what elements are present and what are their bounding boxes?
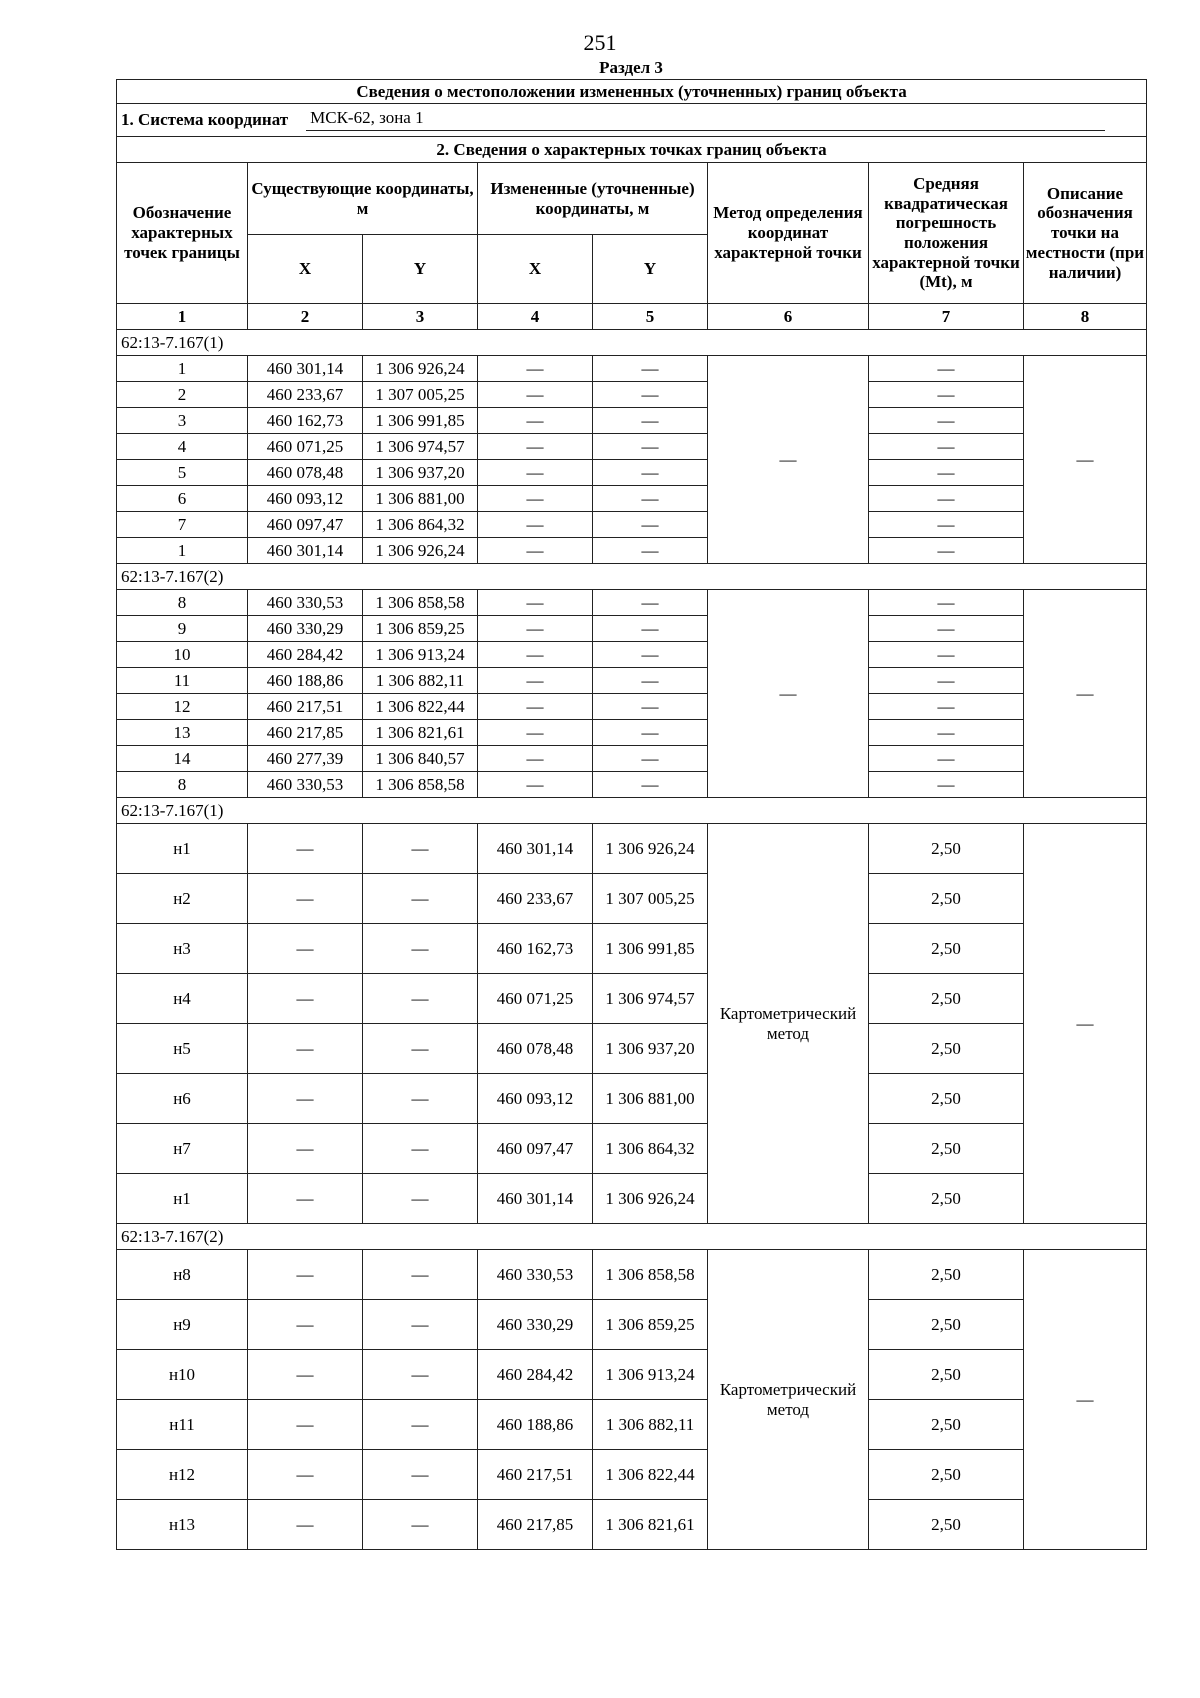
column-number: 1: [117, 304, 248, 330]
existing-y: 1 306 991,85: [363, 408, 478, 434]
column-number: 6: [708, 304, 869, 330]
existing-x: 460 162,73: [248, 408, 363, 434]
table-row: [117, 772, 1147, 798]
changed-x: —: [478, 512, 593, 538]
changed-y: —: [593, 746, 708, 772]
description-cell: —: [1024, 1250, 1147, 1550]
changed-x: —: [478, 538, 593, 564]
existing-x: —: [248, 1074, 363, 1124]
changed-x: —: [478, 720, 593, 746]
existing-y: —: [363, 874, 478, 924]
changed-x: —: [478, 382, 593, 408]
table-row: [117, 694, 1147, 720]
changed-y: —: [593, 694, 708, 720]
existing-x: 460 078,48: [248, 460, 363, 486]
method-cell: —: [708, 356, 869, 564]
header-changed: Измененные (уточненные) координаты, м: [478, 163, 708, 235]
changed-x: —: [478, 408, 593, 434]
existing-y: 1 306 926,24: [363, 356, 478, 382]
error-value: —: [869, 694, 1024, 720]
error-value: —: [869, 746, 1024, 772]
existing-y: —: [363, 1450, 478, 1500]
table-row: [117, 382, 1147, 408]
column-number: 8: [1024, 304, 1147, 330]
error-value: 2,50: [869, 1124, 1024, 1174]
table-row: [117, 746, 1147, 772]
error-value: 2,50: [869, 924, 1024, 974]
existing-x: —: [248, 1400, 363, 1450]
error-value: 2,50: [869, 1250, 1024, 1300]
existing-y: 1 306 858,58: [363, 590, 478, 616]
table-row: [117, 1124, 1147, 1174]
changed-y: 1 306 882,11: [593, 1400, 708, 1450]
existing-x: —: [248, 1174, 363, 1224]
existing-x: 460 071,25: [248, 434, 363, 460]
point-designation: н12: [117, 1450, 248, 1500]
table-row: [117, 1400, 1147, 1450]
table-row: [117, 512, 1147, 538]
existing-x: —: [248, 924, 363, 974]
header-description: Описание обозначения точки на местности (при наличии): [1024, 163, 1147, 304]
error-value: 2,50: [869, 1174, 1024, 1224]
point-designation: н1: [117, 1174, 248, 1224]
changed-y: —: [593, 434, 708, 460]
table-row: [117, 1300, 1147, 1350]
point-designation: 7: [117, 512, 248, 538]
changed-y: 1 306 913,24: [593, 1350, 708, 1400]
document-body: [116, 57, 1146, 1550]
point-designation: н3: [117, 924, 248, 974]
existing-y: —: [363, 1300, 478, 1350]
column-number: 5: [593, 304, 708, 330]
point-designation: н10: [117, 1350, 248, 1400]
existing-y: 1 306 821,61: [363, 720, 478, 746]
existing-x: 460 233,67: [248, 382, 363, 408]
changed-y: 1 306 859,25: [593, 1300, 708, 1350]
point-designation: 12: [117, 694, 248, 720]
existing-x: 460 217,85: [248, 720, 363, 746]
existing-y: —: [363, 1024, 478, 1074]
table-row: [117, 1500, 1147, 1550]
changed-y: 1 306 974,57: [593, 974, 708, 1024]
changed-x: 460 071,25: [478, 974, 593, 1024]
changed-x: 460 093,12: [478, 1074, 593, 1124]
existing-x: 460 093,12: [248, 486, 363, 512]
point-designation: 9: [117, 616, 248, 642]
column-number: 2: [248, 304, 363, 330]
error-value: —: [869, 460, 1024, 486]
existing-y: 1 306 926,24: [363, 538, 478, 564]
table-row: [117, 356, 1147, 382]
error-value: 2,50: [869, 1400, 1024, 1450]
table-row: [117, 974, 1147, 1024]
method-cell: Картометрический метод: [708, 824, 869, 1224]
point-designation: н9: [117, 1300, 248, 1350]
parcel-group-label: 62:13-7.167(1): [117, 330, 1147, 356]
parcel-group-label: 62:13-7.167(1): [117, 798, 1147, 824]
error-value: —: [869, 512, 1024, 538]
point-designation: 14: [117, 746, 248, 772]
changed-y: —: [593, 382, 708, 408]
point-designation: 8: [117, 772, 248, 798]
changed-y: —: [593, 590, 708, 616]
existing-x: —: [248, 874, 363, 924]
changed-y: —: [593, 616, 708, 642]
changed-x: —: [478, 642, 593, 668]
header-existing-y: Y: [363, 235, 478, 304]
changed-y: 1 306 821,61: [593, 1500, 708, 1550]
point-designation: 6: [117, 486, 248, 512]
table-row: [117, 1450, 1147, 1500]
table-row: [117, 616, 1147, 642]
point-designation: н4: [117, 974, 248, 1024]
existing-y: 1 306 974,57: [363, 434, 478, 460]
changed-y: 1 307 005,25: [593, 874, 708, 924]
error-value: 2,50: [869, 974, 1024, 1024]
changed-y: 1 306 991,85: [593, 924, 708, 974]
error-value: 2,50: [869, 874, 1024, 924]
changed-x: —: [478, 434, 593, 460]
existing-y: 1 306 822,44: [363, 694, 478, 720]
changed-y: 1 306 864,32: [593, 1124, 708, 1174]
existing-x: 460 284,42: [248, 642, 363, 668]
existing-x: —: [248, 974, 363, 1024]
error-value: 2,50: [869, 1024, 1024, 1074]
existing-x: —: [248, 1350, 363, 1400]
boundary-table: [116, 79, 1147, 1550]
changed-x: 460 078,48: [478, 1024, 593, 1074]
table-row: [117, 486, 1147, 512]
existing-x: 460 330,53: [248, 772, 363, 798]
point-designation: 5: [117, 460, 248, 486]
error-value: 2,50: [869, 1500, 1024, 1550]
changed-y: 1 306 858,58: [593, 1250, 708, 1300]
changed-x: 460 330,53: [478, 1250, 593, 1300]
changed-y: —: [593, 460, 708, 486]
changed-x: 460 188,86: [478, 1400, 593, 1450]
changed-y: —: [593, 772, 708, 798]
point-designation: н6: [117, 1074, 248, 1124]
header-existing-x: X: [248, 235, 363, 304]
table-title: Сведения о местоположении измененных (уточненных) границ объекта: [117, 80, 1147, 104]
changed-x: 460 284,42: [478, 1350, 593, 1400]
existing-x: —: [248, 1024, 363, 1074]
changed-x: 460 097,47: [478, 1124, 593, 1174]
changed-y: 1 306 881,00: [593, 1074, 708, 1124]
existing-x: 460 188,86: [248, 668, 363, 694]
existing-x: 460 217,51: [248, 694, 363, 720]
error-value: —: [869, 642, 1024, 668]
existing-y: 1 306 881,00: [363, 486, 478, 512]
changed-x: 460 217,85: [478, 1500, 593, 1550]
method-cell: —: [708, 590, 869, 798]
existing-x: 460 097,47: [248, 512, 363, 538]
error-value: —: [869, 668, 1024, 694]
error-value: —: [869, 720, 1024, 746]
changed-x: —: [478, 460, 593, 486]
points-title: 2. Сведения о характерных точках границ объекта: [117, 137, 1147, 163]
existing-y: 1 306 882,11: [363, 668, 478, 694]
existing-y: —: [363, 974, 478, 1024]
table-row: [117, 460, 1147, 486]
changed-x: —: [478, 486, 593, 512]
changed-x: 460 301,14: [478, 824, 593, 874]
header-method: Метод определения координат характерной точки: [708, 163, 869, 304]
existing-x: 460 330,29: [248, 616, 363, 642]
existing-y: 1 306 937,20: [363, 460, 478, 486]
changed-x: 460 217,51: [478, 1450, 593, 1500]
changed-y: —: [593, 720, 708, 746]
changed-x: 460 301,14: [478, 1174, 593, 1224]
point-designation: 8: [117, 590, 248, 616]
point-designation: 1: [117, 538, 248, 564]
point-designation: 13: [117, 720, 248, 746]
table-row: [117, 1350, 1147, 1400]
changed-y: 1 306 926,24: [593, 1174, 708, 1224]
point-designation: н11: [117, 1400, 248, 1450]
error-value: 2,50: [869, 1350, 1024, 1400]
changed-x: —: [478, 668, 593, 694]
error-value: —: [869, 382, 1024, 408]
existing-x: —: [248, 1500, 363, 1550]
table-row: [117, 1074, 1147, 1124]
changed-y: —: [593, 486, 708, 512]
point-designation: н2: [117, 874, 248, 924]
changed-y: —: [593, 668, 708, 694]
changed-x: —: [478, 356, 593, 382]
header-existing: Существующие координаты, м: [248, 163, 478, 235]
existing-x: —: [248, 1124, 363, 1174]
changed-y: —: [593, 538, 708, 564]
page-number: 251: [583, 30, 617, 55]
changed-x: —: [478, 746, 593, 772]
changed-x: 460 233,67: [478, 874, 593, 924]
table-row: [117, 668, 1147, 694]
changed-y: —: [593, 356, 708, 382]
description-cell: —: [1024, 356, 1147, 564]
table-row: [117, 434, 1147, 460]
changed-y: 1 306 937,20: [593, 1024, 708, 1074]
existing-x: —: [248, 1300, 363, 1350]
existing-y: —: [363, 1074, 478, 1124]
existing-y: —: [363, 824, 478, 874]
changed-x: —: [478, 590, 593, 616]
error-value: 2,50: [869, 824, 1024, 874]
changed-x: —: [478, 694, 593, 720]
error-value: —: [869, 408, 1024, 434]
method-cell: Картометрический метод: [708, 1250, 869, 1550]
description-cell: —: [1024, 590, 1147, 798]
error-value: —: [869, 538, 1024, 564]
existing-x: 460 301,14: [248, 356, 363, 382]
point-designation: н8: [117, 1250, 248, 1300]
point-designation: н1: [117, 824, 248, 874]
existing-y: 1 306 859,25: [363, 616, 478, 642]
coord-system-row: [117, 104, 1147, 137]
existing-x: 460 330,53: [248, 590, 363, 616]
column-number: 3: [363, 304, 478, 330]
description-cell: —: [1024, 824, 1147, 1224]
changed-x: 460 330,29: [478, 1300, 593, 1350]
column-number: 4: [478, 304, 593, 330]
header-changed-x: X: [478, 235, 593, 304]
point-designation: 10: [117, 642, 248, 668]
existing-x: —: [248, 824, 363, 874]
point-designation: н5: [117, 1024, 248, 1074]
existing-y: —: [363, 1174, 478, 1224]
table-row: [117, 538, 1147, 564]
existing-y: —: [363, 1500, 478, 1550]
point-designation: 4: [117, 434, 248, 460]
table-row: [117, 1250, 1147, 1300]
point-designation: н7: [117, 1124, 248, 1174]
column-number: 7: [869, 304, 1024, 330]
table-row: [117, 590, 1147, 616]
changed-x: —: [478, 616, 593, 642]
changed-x: 460 162,73: [478, 924, 593, 974]
changed-y: —: [593, 512, 708, 538]
parcel-group-label: 62:13-7.167(2): [117, 564, 1147, 590]
error-value: —: [869, 590, 1024, 616]
table-row: [117, 720, 1147, 746]
existing-y: —: [363, 1400, 478, 1450]
point-designation: 3: [117, 408, 248, 434]
point-designation: 11: [117, 668, 248, 694]
table-row: [117, 924, 1147, 974]
existing-y: —: [363, 924, 478, 974]
point-designation: 1: [117, 356, 248, 382]
changed-y: —: [593, 408, 708, 434]
point-designation: н13: [117, 1500, 248, 1550]
error-value: 2,50: [869, 1450, 1024, 1500]
section-title: Раздел 3: [599, 58, 663, 77]
existing-y: —: [363, 1350, 478, 1400]
changed-y: 1 306 926,24: [593, 824, 708, 874]
table-row: [117, 1024, 1147, 1074]
error-value: 2,50: [869, 1074, 1024, 1124]
existing-y: —: [363, 1250, 478, 1300]
parcel-group-label: 62:13-7.167(2): [117, 1224, 1147, 1250]
coord-system-value: МСК-62, зона 1: [306, 109, 1105, 131]
table-row: [117, 642, 1147, 668]
existing-y: 1 306 864,32: [363, 512, 478, 538]
header-changed-y: Y: [593, 235, 708, 304]
table-row: [117, 874, 1147, 924]
existing-y: 1 307 005,25: [363, 382, 478, 408]
existing-x: 460 301,14: [248, 538, 363, 564]
changed-x: —: [478, 772, 593, 798]
point-designation: 2: [117, 382, 248, 408]
error-value: —: [869, 486, 1024, 512]
header-error: Средняя квадратическая погрешность положения характерной точки (Mt), м: [869, 163, 1024, 304]
table-row: [117, 408, 1147, 434]
error-value: —: [869, 772, 1024, 798]
error-value: —: [869, 434, 1024, 460]
coord-system-label: 1. Система координат: [121, 110, 289, 130]
header-designation: Обозначение характерных точек границы: [117, 163, 248, 304]
existing-x: 460 277,39: [248, 746, 363, 772]
existing-x: —: [248, 1450, 363, 1500]
changed-y: —: [593, 642, 708, 668]
changed-y: 1 306 822,44: [593, 1450, 708, 1500]
error-value: 2,50: [869, 1300, 1024, 1350]
existing-y: —: [363, 1124, 478, 1174]
existing-x: —: [248, 1250, 363, 1300]
table-row: [117, 1174, 1147, 1224]
error-value: —: [869, 356, 1024, 382]
existing-y: 1 306 840,57: [363, 746, 478, 772]
table-row: [117, 824, 1147, 874]
error-value: —: [869, 616, 1024, 642]
existing-y: 1 306 913,24: [363, 642, 478, 668]
existing-y: 1 306 858,58: [363, 772, 478, 798]
